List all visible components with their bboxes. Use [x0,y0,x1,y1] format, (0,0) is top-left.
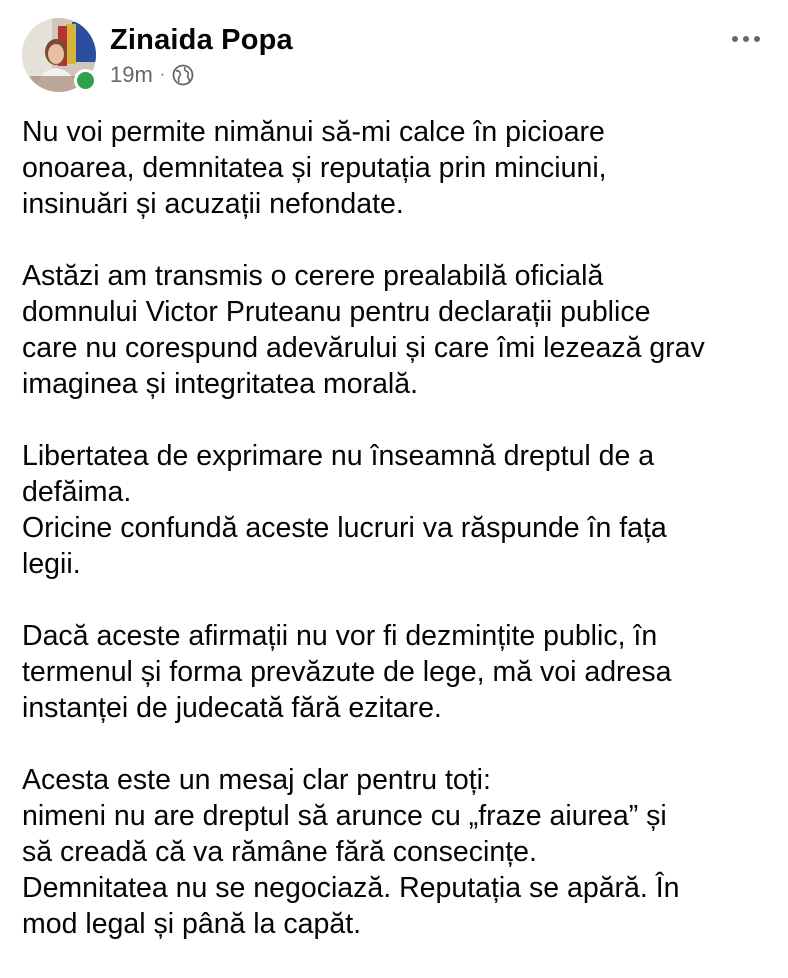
post-text-line: insinuări și acuzații nefondate. [22,188,404,220]
post-text-line: Demnitatea nu se negociază. Reputația se apără. În [22,872,680,904]
post-paragraph [22,762,770,942]
post-text-line: termenul și forma prevăzute de lege, mă voi adresa [22,656,672,688]
post-text-line: Nu voi permite nimănui să-mi calce în picioare [22,116,605,148]
meta-separator: · [159,66,166,83]
post-text-line: onoarea, demnitatea și reputația prin minciuni, [22,152,607,184]
post-text-line: nimeni nu are dreptul să arunce cu „fraze aiurea” și [22,800,667,832]
globe-icon[interactable] [172,64,194,86]
post-text-line: Acesta este un mesaj clar pentru toți: [22,764,491,796]
author-name[interactable]: Zinaida Popa [110,24,293,56]
post-paragraph [22,258,770,402]
post-text-line: Astăzi am transmis o cerere prealabilă oficială [22,260,604,292]
more-horizontal-icon [732,36,738,42]
post-text-line: legii. [22,548,81,580]
post-paragraph [22,438,770,582]
post-time[interactable]: 19m [110,62,153,87]
post-paragraph [22,114,770,222]
post-text-line: instanței de judecată fără ezitare. [22,692,442,724]
post-paragraph [22,618,770,726]
post-body [22,114,770,978]
post-text-line: care nu corespund adevărului și care îmi lezează grav [22,332,705,364]
post-meta [110,62,194,88]
more-horizontal-icon [754,36,760,42]
more-options-button[interactable] [726,24,766,54]
post-text-line: Libertatea de exprimare nu înseamnă dreptul de a [22,440,655,472]
post-text-line: mod legal și până la capăt. [22,908,362,940]
post-text-line: imaginea și integritatea morală. [22,368,419,400]
post-text-line: domnului Victor Pruteanu pentru declarații publice [22,296,651,328]
post-text-line: Oricine confundă aceste lucruri va răspunde în fața [22,512,667,544]
more-horizontal-icon [743,36,749,42]
author-avatar[interactable] [22,18,96,92]
post-header [22,18,766,98]
online-status-dot [74,69,97,92]
post-text-line: să creadă că va rămâne fără consecințe. [22,836,537,868]
post-text-line: Dacă aceste afirmații nu vor fi dezmințite public, în [22,620,658,652]
post-text-line: defăima. [22,476,132,508]
